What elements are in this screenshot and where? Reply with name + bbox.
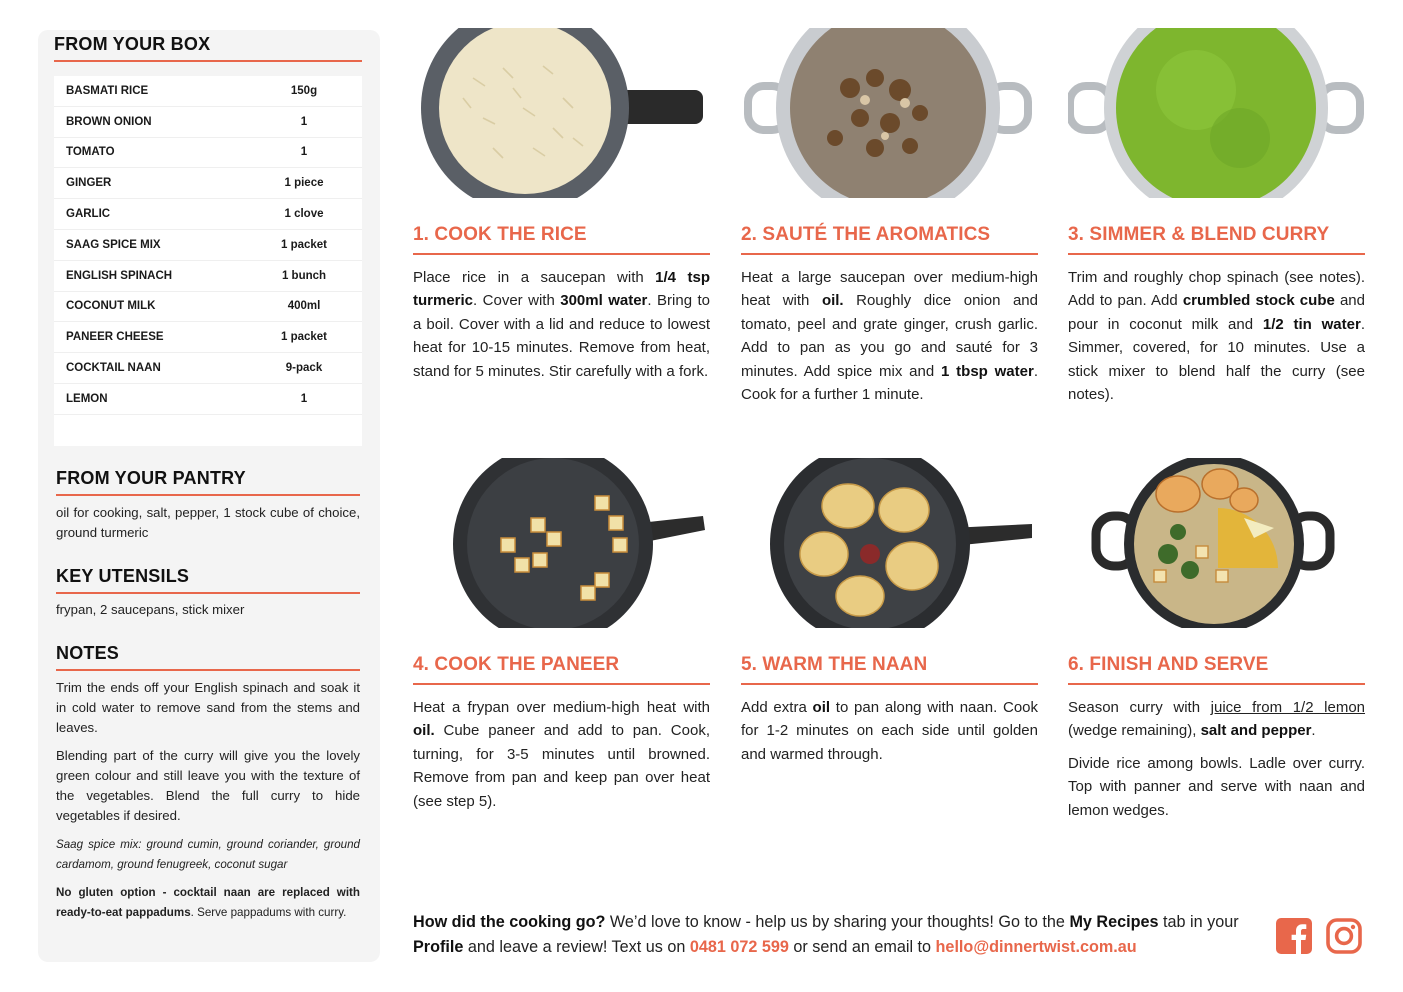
rice-pot-photo	[413, 28, 709, 198]
step-paragraph	[741, 266, 1038, 406]
step-emphasis: 1/4 tsp turmeric	[413, 269, 710, 310]
ingredient-row	[54, 292, 362, 323]
key-utensils-title: KEY UTENSILS	[56, 566, 190, 586]
ingredient-row	[54, 353, 362, 384]
step-paragraph	[1068, 266, 1365, 406]
notes-title: NOTES	[56, 643, 120, 663]
ingredient-row	[54, 261, 362, 292]
step-emphasis: 300ml water	[560, 292, 648, 310]
ingredient-name: GARLIC	[66, 208, 111, 221]
ingredient-row	[54, 76, 362, 107]
ingredient-name: COCONUT MILK	[66, 300, 156, 313]
divider	[741, 683, 1038, 685]
ingredient-qty: 1	[300, 146, 308, 159]
profile-link[interactable]: Profile	[413, 938, 464, 956]
step-3-text	[1068, 266, 1365, 406]
box-ingredients-table	[54, 76, 362, 446]
step-emphasis: oil	[812, 699, 831, 716]
step-6-text	[1068, 696, 1365, 822]
step-paragraph	[413, 696, 710, 813]
my-recipes-link[interactable]: My Recipes	[1069, 913, 1159, 931]
step-text-run: Roughly dice onion and tomato, peel and grate ginger, crush garlic. Add to pan as you go and sauté for 3 minutes. Add spice mix and	[741, 292, 1038, 380]
step-paragraph	[413, 266, 710, 383]
step-1-text	[413, 266, 710, 383]
step-paragraph	[1068, 696, 1365, 743]
ingredients-sidebar	[38, 30, 380, 962]
step-emphasis: crumbled stock cube	[1182, 292, 1335, 310]
ingredient-qty: 1	[300, 392, 308, 405]
ingredient-row	[54, 138, 362, 169]
ingredient-name: COCKTAIL NAAN	[66, 362, 161, 375]
divider	[413, 253, 710, 255]
step-emphasis: oil.	[413, 722, 435, 740]
step-text-run: and pour in coconut milk and	[1068, 292, 1365, 333]
divider	[413, 683, 710, 685]
ingredient-row	[54, 384, 362, 415]
ingredient-qty: 150g	[290, 84, 318, 97]
ingredient-qty: 1 bunch	[281, 269, 327, 282]
ingredient-qty: 1 clove	[284, 208, 324, 221]
ingredient-name: ENGLISH SPINACH	[66, 269, 173, 282]
step-text-run: (wedge remaining),	[1068, 722, 1201, 740]
divider	[56, 669, 360, 671]
ingredient-name: GINGER	[66, 177, 112, 190]
ingredient-row	[54, 230, 362, 261]
step-5-text	[741, 696, 1038, 766]
aromatics-pot-photo	[740, 28, 1036, 198]
step-1-title: 1. COOK THE RICE	[413, 224, 587, 245]
footer-text: or send an email to	[788, 938, 936, 956]
step-emphasis: oil.	[821, 292, 844, 310]
ingredient-name: LEMON	[66, 392, 108, 405]
ingredient-row	[54, 322, 362, 353]
instagram-icon[interactable]	[1326, 918, 1362, 954]
step-text-run: .	[1311, 722, 1316, 740]
note-blending: Blending part of the curry will give you the lovely green colour and still leave you with the texture of the vegetables. Blend the full curry to hide vegetables if desired.	[56, 748, 360, 823]
step-text-run: Heat a frypan over medium-high heat with	[413, 699, 710, 716]
paneer-frypan-photo	[413, 458, 709, 628]
from-your-box-title: FROM YOUR BOX	[54, 34, 211, 54]
ingredient-row	[54, 107, 362, 138]
step-text-run: . Cover with	[473, 292, 561, 310]
naan-frypan-photo	[740, 458, 1036, 628]
step-text-run: Trim and roughly chop spinach (see notes). Add to pan. Add	[1068, 269, 1365, 310]
from-your-pantry-title: FROM YOUR PANTRY	[56, 468, 246, 488]
ingredient-qty: 1 piece	[284, 177, 324, 190]
step-emphasis: 1/2 tin water	[1262, 315, 1361, 333]
step-text-run: Heat a large saucepan over medium-high heat with	[741, 269, 1038, 310]
divider	[56, 592, 360, 594]
step-text-run: juice from 1/2 lemon	[1210, 699, 1366, 716]
ingredient-row	[54, 168, 362, 199]
step-5-title: 5. WARM THE NAAN	[741, 654, 928, 675]
step-text-run: . Cook for a further 1 minute.	[741, 362, 1038, 404]
footer-question: How did the cooking go?	[413, 913, 606, 931]
divider	[741, 253, 1038, 255]
step-text-run: . Bring to a boil. Cover with a lid and reduce to lowest heat for 10-15 minutes. Remove from heat, stand for 5 minutes. Stir carefully with a fork.	[413, 292, 710, 380]
step-3-title: 3. SIMMER & BLEND CURRY	[1068, 224, 1330, 245]
step-text-run: to pan along with naan. Cook for 1-2 minutes on each side until golden and warmed through.	[741, 699, 1038, 763]
ingredient-name: BASMATI RICE	[66, 84, 149, 97]
divider	[54, 60, 362, 62]
ingredient-qty: 1 packet	[280, 331, 328, 344]
step-paragraph: Divide rice among bowls. Ladle over curry. Top with panner and serve with naan and lemon wedges.	[1068, 754, 1365, 819]
step-text-run: Add extra	[741, 699, 813, 716]
ingredient-qty: 1	[300, 115, 308, 128]
note-spinach: Trim the ends off your English spinach and soak it in cold water to remove sand from the stems and leaves.	[56, 680, 360, 735]
step-4-text	[413, 696, 710, 813]
ingredient-qty: 400ml	[287, 300, 321, 313]
step-emphasis: 1 tbsp water	[941, 362, 1034, 380]
step-4-title: 4. COOK THE PANEER	[413, 654, 620, 675]
utensils-text: frypan, 2 saucepans, stick mixer	[56, 602, 245, 617]
footer-text: and leave a review! Text us on	[463, 938, 690, 956]
divider	[1068, 253, 1365, 255]
step-text-run: Cube paneer and add to pan. Cook, turning, for 3-5 minutes until browned. Remove from pan and keep pan over heat (see step 5).	[413, 722, 710, 810]
plated-dish-photo	[1068, 458, 1364, 628]
ingredient-name: PANEER CHEESE	[66, 331, 164, 344]
step-paragraph	[741, 696, 1038, 766]
notes-body	[56, 678, 360, 826]
note-gluten-rest: . Serve pappadums with curry.	[190, 906, 347, 919]
ingredient-name: TOMATO	[66, 146, 115, 159]
note-spice-mix: Saag spice mix: ground cumin, ground coriander, ground cardamom, ground fenugreek, coconut sugar	[56, 838, 360, 871]
ingredient-name: BROWN ONION	[66, 115, 152, 128]
step-2-title: 2. SAUTÉ THE AROMATICS	[741, 224, 991, 245]
step-text-run: Season curry with	[1068, 699, 1211, 716]
phone-link[interactable]: 0481 072 599	[689, 938, 789, 956]
note-gluten-bold: No gluten option - cocktail naan are replaced with ready-to-eat pappadums	[56, 886, 360, 919]
divider	[1068, 683, 1365, 685]
step-emphasis: salt and pepper	[1200, 722, 1312, 740]
footer-text: We’d love to know - help us by sharing your thoughts! Go to the	[605, 913, 1070, 931]
divider	[56, 494, 360, 496]
step-2-text	[741, 266, 1038, 406]
green-curry-pot-photo	[1068, 28, 1364, 198]
ingredient-qty: 1 packet	[280, 238, 328, 251]
facebook-icon[interactable]	[1276, 918, 1312, 954]
ingredient-row	[54, 199, 362, 230]
footer-text: tab in your	[1158, 913, 1239, 931]
ingredient-name: SAAG SPICE MIX	[66, 238, 161, 251]
feedback-footer	[413, 910, 1263, 960]
pantry-text: oil for cooking, salt, pepper, 1 stock cube of choice, ground turmeric	[56, 505, 360, 540]
ingredient-qty: 9-pack	[285, 362, 323, 375]
step-6-title: 6. FINISH AND SERVE	[1068, 654, 1269, 675]
step-text-run: Place rice in a saucepan with	[413, 269, 656, 286]
note-gluten	[56, 883, 360, 923]
step-text-run: . Simmer, covered, for 10 minutes. Use a stick mixer to blend half the curry (see notes).	[1068, 315, 1365, 404]
email-link[interactable]: hello@dinnertwist.com.au	[935, 938, 1137, 956]
